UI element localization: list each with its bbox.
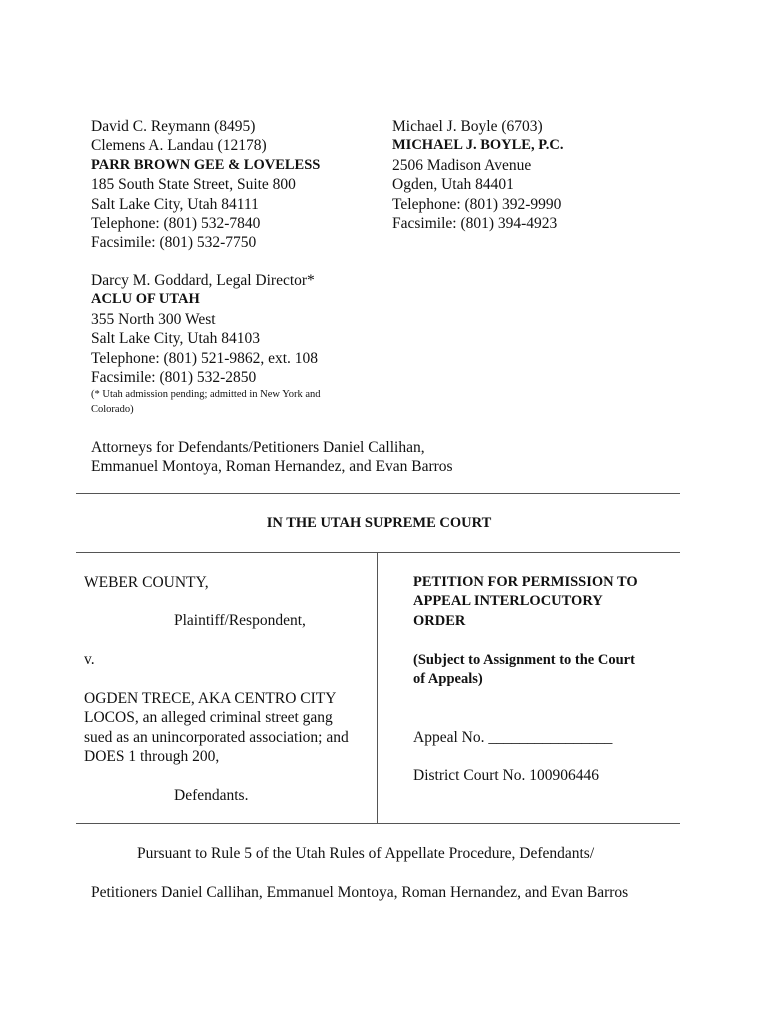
petition-title-line: PETITION FOR PERMISSION TO: [413, 574, 638, 590]
address-line: Ogden, Utah 84401: [392, 176, 514, 194]
body-paragraph-line: Pursuant to Rule 5 of the Utah Rules of Appellate Procedure, Defendants/: [137, 845, 595, 862]
address-line: 2506 Madison Avenue: [392, 156, 532, 174]
divider: [76, 552, 680, 553]
divider: [76, 493, 680, 494]
facsimile: Facsimile: (801) 394-4923: [392, 215, 558, 233]
petition-title: [413, 573, 638, 631]
petition-title-line: APPEAL INTERLOCUTORY: [413, 593, 603, 610]
counsel-block-aclu: [91, 271, 321, 417]
assignment-line: of Appeals): [413, 671, 483, 688]
petition-title-line: ORDER: [413, 612, 466, 629]
address-line: 185 South State Street, Suite 800: [91, 176, 296, 194]
district-court-number: District Court No. 100906446: [413, 767, 599, 784]
firm-name: PARR BROWN GEE & LOVELESS: [91, 156, 321, 173]
telephone: Telephone: (801) 392-9990: [392, 195, 562, 213]
admission-note: Colorado): [91, 404, 134, 416]
counsel-block-right: [392, 117, 563, 233]
defendants-role: Defendants.: [174, 787, 249, 804]
attorney-name: Michael J. Boyle (6703): [392, 118, 543, 135]
facsimile: Facsimile: (801) 532-2850: [91, 369, 257, 387]
attorneys-for-line: Emmanuel Montoya, Roman Hernandez, and Evan Barros: [91, 458, 453, 476]
defendant-line: OGDEN TRECE, AKA CENTRO CITY: [84, 690, 337, 707]
plaintiff-name: WEBER COUNTY,: [84, 574, 209, 591]
caption-left: [84, 573, 374, 592]
firm-name: ACLU OF UTAH: [91, 291, 200, 308]
defendants-block: [84, 689, 349, 767]
address-line: Salt Lake City, Utah 84103: [91, 330, 261, 348]
attorneys-for: [91, 438, 453, 477]
admission-note: (* Utah admission pending; admitted in New York and: [91, 389, 321, 401]
body-paragraph-line: Petitioners Daniel Callihan, Emmanuel Montoya, Roman Hernandez, and Evan Barros: [91, 884, 629, 901]
defendant-line: LOCOS, an alleged criminal street gang: [84, 709, 333, 727]
facsimile: Facsimile: (801) 532-7750: [91, 234, 257, 252]
telephone: Telephone: (801) 521-9862, ext. 108: [91, 349, 319, 367]
attorneys-for-line: Attorneys for Defendants/Petitioners Daniel Callihan,: [91, 439, 425, 456]
telephone: Telephone: (801) 532-7840: [91, 215, 261, 233]
firm-name: MICHAEL J. BOYLE, P.C.: [392, 137, 564, 154]
divider: [76, 823, 680, 824]
attorney-name: Darcy M. Goddard, Legal Director*: [91, 272, 315, 289]
defendant-line: sued as an unincorporated association; and: [84, 728, 349, 746]
assignment-line: (Subject to Assignment to the Court: [413, 652, 635, 668]
counsel-block-left: [91, 117, 320, 253]
address-line: Salt Lake City, Utah 84111: [91, 195, 259, 213]
assignment-note: [413, 651, 635, 690]
appeal-number: Appeal No. ________________: [413, 729, 613, 746]
attorney-name: David C. Reymann (8495): [91, 118, 256, 135]
versus: v.: [84, 651, 95, 668]
plaintiff-role: Plaintiff/Respondent,: [174, 612, 306, 629]
address-line: 355 North 300 West: [91, 310, 216, 328]
defendant-line: DOES 1 through 200,: [84, 748, 220, 766]
caption-divider: [377, 553, 378, 823]
attorney-name: Clemens A. Landau (12178): [91, 137, 267, 155]
court-title: IN THE UTAH SUPREME COURT: [266, 515, 492, 531]
